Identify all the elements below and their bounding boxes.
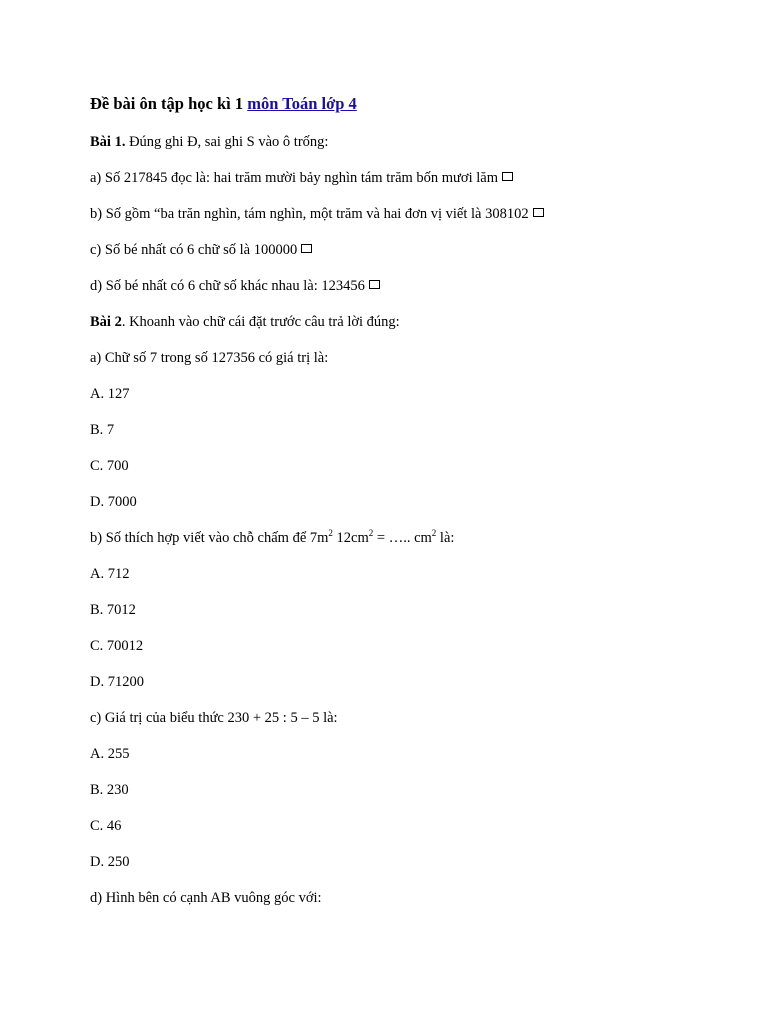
bai1-item-b (90, 205, 544, 223)
bai1-item-a (90, 169, 513, 187)
bai1-item-b-text: b) Số gồm “ba trăn nghìn, tám nghìn, một trăm và hai đơn vị viết là 308102 (90, 206, 529, 222)
superscript: 2 (431, 528, 437, 539)
question-b (90, 529, 454, 547)
bai2-instruction: . Khoanh vào chữ cái đặt trước câu trả lời đúng: (121, 314, 400, 330)
title-text: Đề bài ôn tập học kì 1 (90, 94, 248, 113)
question-b-part4: là: (436, 530, 455, 546)
answer-checkbox[interactable] (533, 208, 544, 217)
superscript: 2 (368, 528, 374, 539)
question-a: a) Chữ số 7 trong số 127356 có giá trị là: (90, 350, 329, 366)
question-b-part3: = ….. cm (373, 530, 432, 546)
option-b-c: C. 70012 (90, 638, 144, 654)
bai1-instruction: Đúng ghi Đ, sai ghi S vào ô trống: (125, 134, 329, 150)
option-a-d: D. 7000 (90, 494, 137, 510)
option-b-a: A. 712 (90, 566, 130, 582)
option-c-d: D. 250 (90, 854, 130, 870)
bai2-heading (90, 313, 400, 331)
bai1-item-c-text: c) Số bé nhất có 6 chữ số là 100000 (90, 242, 298, 258)
option-c-b: B. 230 (90, 782, 129, 798)
bai2-label: Bài 2 (90, 314, 122, 330)
answer-checkbox[interactable] (301, 244, 312, 253)
bai1-heading (90, 133, 328, 151)
question-d: d) Hình bên có cạnh AB vuông góc với: (90, 890, 322, 906)
bai1-item-c (90, 241, 312, 259)
question-b-part1: b) Số thích hợp viết vào chỗ chấm để 7m (90, 530, 329, 546)
answer-checkbox[interactable] (369, 280, 380, 289)
bai1-item-a-text: a) Số 217845 đọc là: hai trăm mười bảy nghìn tám trăm bốn mươi lăm (90, 170, 498, 186)
bai1-item-d-text: d) Số bé nhất có 6 chữ số khác nhau là: 123456 (90, 278, 365, 294)
bai1-label: Bài 1. (90, 134, 126, 150)
question-c: c) Giá trị của biểu thức 230 + 25 : 5 – 5 là: (90, 710, 338, 726)
option-c-a: A. 255 (90, 746, 130, 762)
bai1-item-d (90, 277, 380, 295)
question-b-part2: 12cm (332, 530, 369, 546)
option-b-b: B. 7012 (90, 602, 136, 618)
option-c-c: C. 46 (90, 818, 122, 834)
option-a-a: A. 127 (90, 386, 130, 402)
option-a-c: C. 700 (90, 458, 129, 474)
option-a-b: B. 7 (90, 422, 115, 438)
superscript: 2 (328, 528, 333, 539)
title-link[interactable]: môn Toán lớp 4 (247, 94, 357, 113)
document-title (90, 95, 357, 113)
answer-checkbox[interactable] (502, 172, 513, 181)
option-b-d: D. 71200 (90, 674, 144, 690)
